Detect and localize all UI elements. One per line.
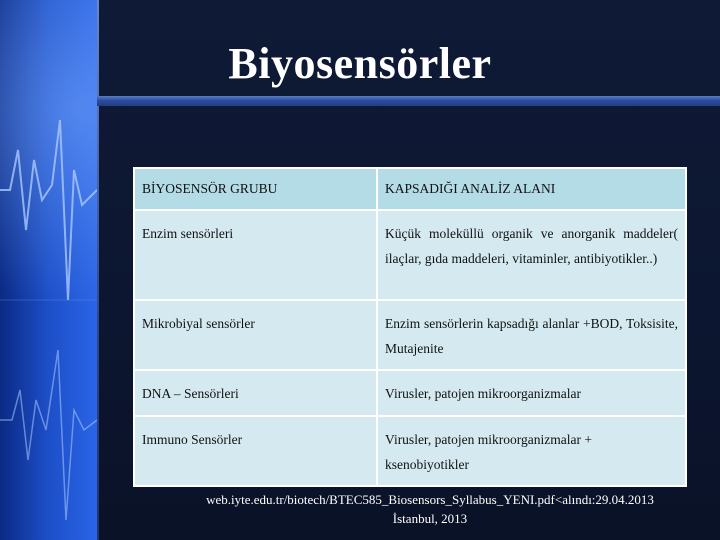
header-cell — [377, 168, 686, 210]
header-area: KAPSADIĞI ANALİZ ALANI — [385, 181, 556, 196]
source-url: web.iyte.edu.tr/biotech/BTEC585_Biosensors_Syllabus_YENI.pdf<alındı:29.04.2013 — [206, 492, 654, 507]
area-cell: Virusler, patojen mikroorganizmalar — [385, 386, 581, 401]
table-cell — [134, 210, 377, 300]
area-cell: Küçük moleküllü organik ve anorganik maddeler( ilaçlar, gıda maddeleri, vitaminler, antibiyotikler..) — [385, 226, 678, 266]
table-row — [134, 210, 686, 300]
table-cell — [377, 300, 686, 370]
table-row — [134, 370, 686, 416]
group-cell: Mikrobiyal sensörler — [142, 316, 255, 331]
area-cell: Enzim sensörlerin kapsadığı alanlar +BOD, Toksisite, Mutajenite — [385, 316, 678, 356]
table-header-row — [134, 168, 686, 210]
header-group: BİYOSENSÖR GRUBU — [142, 181, 278, 196]
table-cell — [377, 416, 686, 486]
table-cell — [377, 210, 686, 300]
table-cell — [134, 370, 377, 416]
table-cell — [134, 416, 377, 486]
decorative-left-band — [0, 0, 97, 540]
slide-title: Biyosensörler — [228, 39, 492, 88]
table-row — [134, 300, 686, 370]
ecg-wave-icon — [0, 0, 97, 540]
table-cell — [134, 300, 377, 370]
group-cell: DNA – Sensörleri — [142, 386, 239, 401]
biosensor-table — [133, 167, 687, 487]
table-cell — [377, 370, 686, 416]
group-cell: Enzim sensörleri — [142, 226, 234, 241]
area-cell: Virusler, patojen mikroorganizmalar + ksenobiyotikler — [385, 432, 592, 472]
source-place-year: İstanbul, 2013 — [392, 511, 468, 526]
table-row — [134, 416, 686, 486]
group-cell: Immuno Sensörler — [142, 432, 243, 447]
source-citation — [140, 490, 720, 528]
header-cell — [134, 168, 377, 210]
title-underline-bar — [97, 96, 720, 106]
